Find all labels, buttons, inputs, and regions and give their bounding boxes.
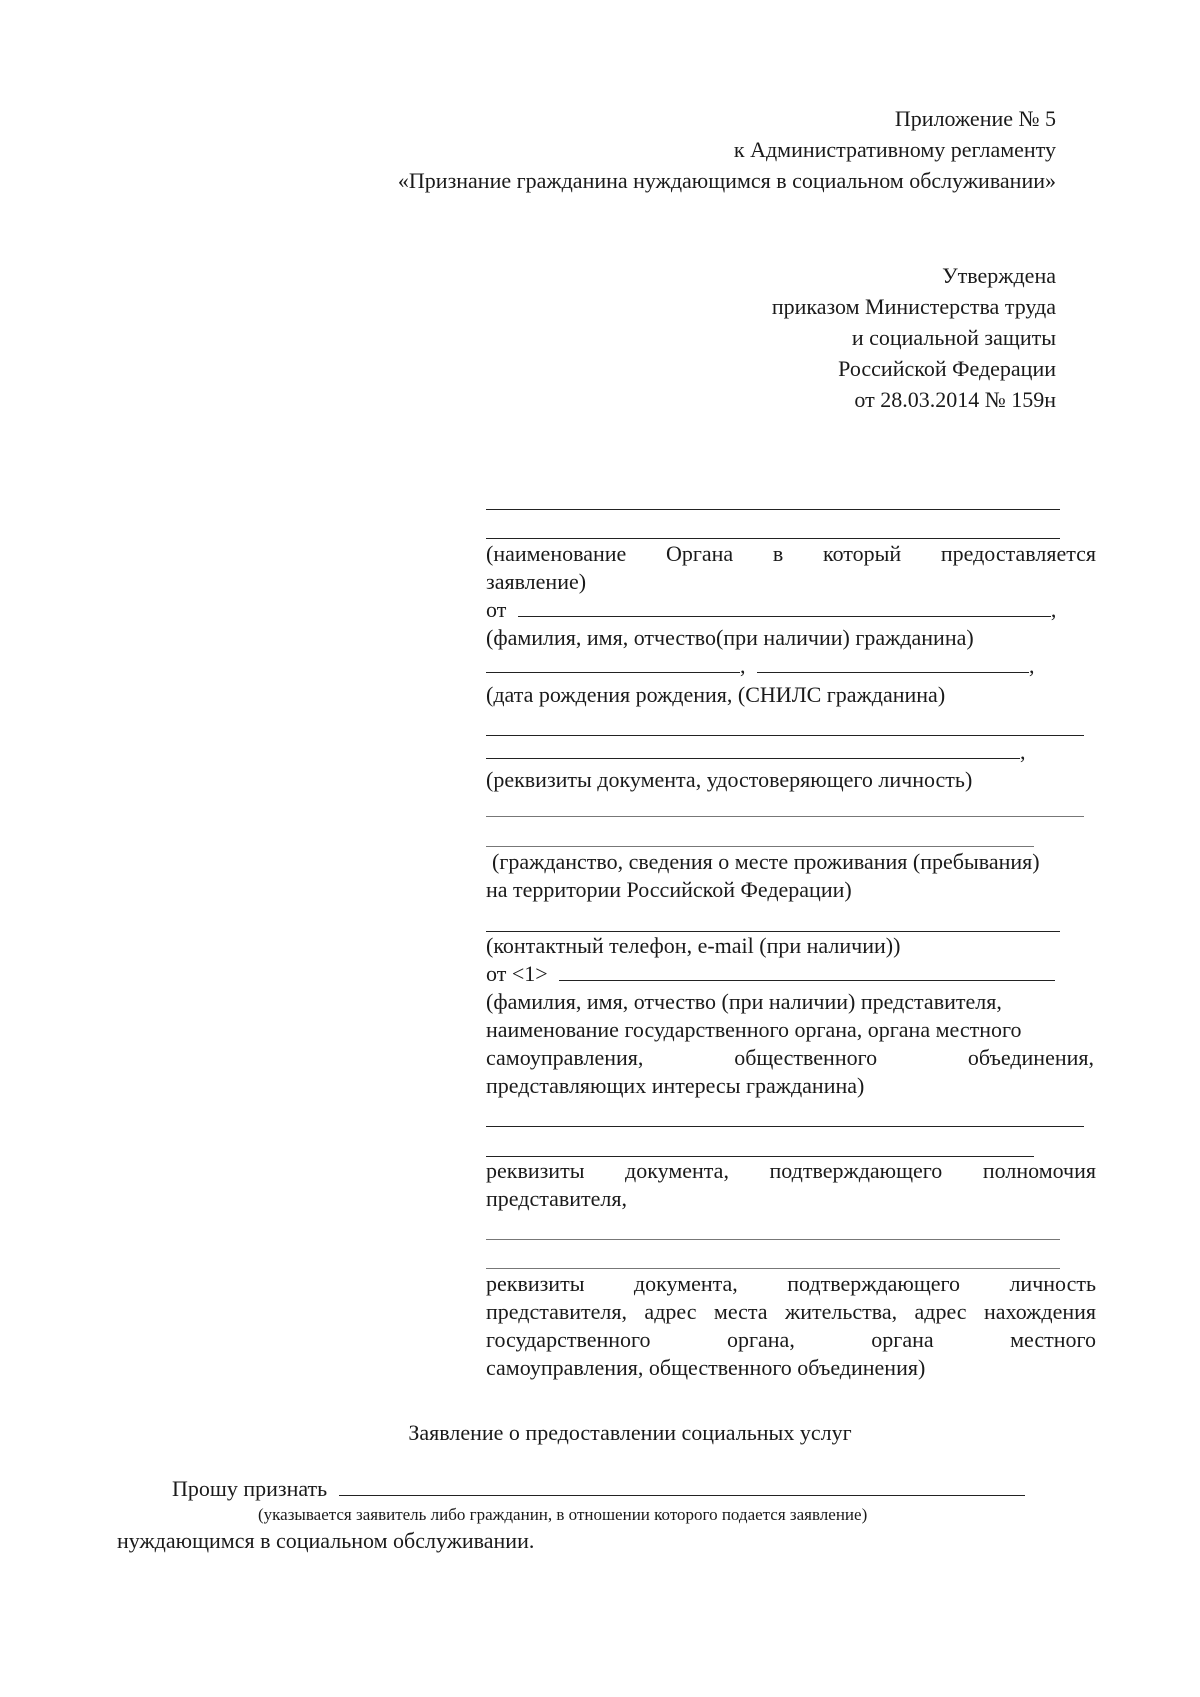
rep-identity-caption-1: реквизиты документа, подтверждающего личность: [486, 1271, 1096, 1296]
approval-date-number: от 28.03.2014 № 159н: [854, 387, 1056, 412]
birth-snils-caption: (дата рождения рождения, (СНИЛС гражданина): [486, 682, 946, 707]
rep-identity-caption-4: самоуправления, общественного объединения): [486, 1355, 926, 1380]
organ-name-line-2[interactable]: [486, 538, 1060, 539]
birth-snils-row: , ,: [486, 652, 1035, 680]
from-rep-line: [486, 960, 1055, 988]
approval-country: Российской Федерации: [838, 356, 1056, 381]
appendix-number: Приложение № 5: [894, 106, 1056, 131]
comma: ,: [1050, 597, 1057, 622]
rep-identity-caption-3: государственного органа, органа местного: [486, 1327, 1096, 1352]
residence-caption-end: на территории Российской Федерации): [486, 877, 852, 902]
rep-identity-line-1[interactable]: [486, 1239, 1060, 1240]
from-prefix: от: [486, 597, 507, 622]
appendix-regulation-title: «Признание гражданина нуждающимся в социальном обслуживании»: [397, 168, 1056, 193]
approval-approved: Утверждена: [942, 263, 1056, 288]
from-line: [486, 596, 1056, 624]
request-suffix: нуждающимся в социальном обслуживании.: [117, 1528, 535, 1553]
residence-caption: (гражданство, сведения о месте проживания (пребывания): [492, 849, 1040, 874]
rep-caption-3: самоуправления, общественного объединения,: [486, 1045, 1094, 1070]
request-line: [172, 1475, 1025, 1503]
request-caption: (указывается заявитель либо гражданин, в отношении которого подается заявление): [258, 1505, 868, 1524]
statement-title: Заявление о предоставлении социальных услуг: [408, 1420, 852, 1445]
id-doc-caption: (реквизиты документа, удостоверяющего личность): [486, 767, 973, 792]
rep-caption-2: наименование государственного органа, органа местного: [486, 1017, 1022, 1042]
rep-authority-caption-end: представителя,: [486, 1186, 627, 1211]
rep-identity-caption-2: представителя, адрес места жительства, адрес нахождения: [486, 1299, 1096, 1324]
organ-name-line-1[interactable]: [486, 509, 1060, 510]
rep-identity-line-2[interactable]: [486, 1268, 1060, 1269]
id-doc-line-1[interactable]: [486, 735, 1084, 736]
request-prefix: Прошу признать: [172, 1476, 328, 1501]
approval-order: приказом Министерства труда: [771, 294, 1056, 319]
from-rep-prefix: от <1>: [486, 961, 548, 986]
contact-caption: (контактный телефон, e-mail (при наличии)): [486, 933, 901, 958]
organ-name-caption: (наименование Органа в который предоставляется: [486, 541, 1096, 566]
residence-line-1[interactable]: [486, 816, 1084, 817]
rep-authority-line-1[interactable]: [486, 1126, 1084, 1127]
representative-field[interactable]: [559, 960, 1055, 981]
id-doc-line-2[interactable]: [486, 738, 1020, 759]
residence-line-2[interactable]: [486, 846, 1034, 847]
birth-date-field[interactable]: [486, 652, 740, 673]
appendix-regulation: к Административному регламенту: [733, 137, 1056, 162]
request-subject-field[interactable]: [339, 1475, 1025, 1496]
snils-field[interactable]: [757, 652, 1029, 673]
organ-name-caption-end: заявление): [486, 569, 587, 594]
citizen-fio-field[interactable]: [518, 596, 1051, 617]
rep-caption-1: (фамилия, имя, отчество (при наличии) представителя,: [486, 989, 1002, 1014]
id-doc-line-2-row: ,: [486, 738, 1026, 766]
citizen-fio-caption: (фамилия, имя, отчество(при наличии) гражданина): [486, 625, 974, 650]
approval-ministry: и социальной защиты: [851, 325, 1056, 350]
rep-caption-4: представляющих интересы гражданина): [486, 1073, 865, 1098]
rep-authority-caption: реквизиты документа, подтверждающего полномочия: [486, 1158, 1096, 1183]
